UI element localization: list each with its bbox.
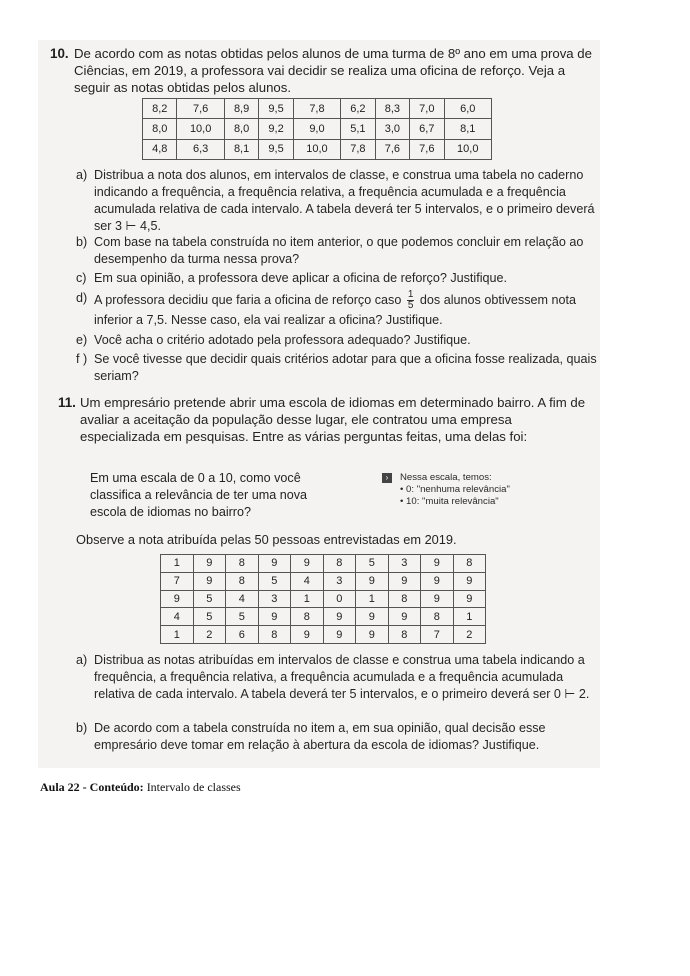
q10-table-row bbox=[143, 119, 492, 139]
q10-item-f-label: f ) bbox=[76, 352, 88, 366]
q10-item-b bbox=[76, 234, 600, 268]
q10-table-cell: 6,7 bbox=[410, 119, 444, 139]
q11-table-cell: 9 bbox=[356, 626, 389, 644]
q10-table-cell: 8,1 bbox=[444, 119, 491, 139]
q10-item-a bbox=[76, 167, 600, 235]
q11-item-b bbox=[76, 720, 600, 768]
q10-item-d-label: d) bbox=[76, 291, 88, 305]
fraction-numerator: 1 bbox=[407, 289, 414, 300]
q10-table-cell: 8,2 bbox=[143, 99, 177, 119]
q10-table-cell: 9,2 bbox=[259, 119, 293, 139]
q10-item-f bbox=[76, 351, 600, 385]
q10-number: 10. bbox=[50, 46, 69, 61]
q11-table-cell: 9 bbox=[453, 572, 486, 590]
q11-table-row bbox=[161, 608, 486, 626]
q11-table-cell: 2 bbox=[193, 626, 226, 644]
q11-observe-text: Observe a nota atribuída pelas 50 pessoas entrevistadas em 2019. bbox=[76, 532, 457, 547]
q11-table-cell: 8 bbox=[453, 555, 486, 573]
fraction-denominator: 5 bbox=[407, 300, 414, 311]
q11-intro: Um empresário pretende abrir uma escola de idiomas em determinado bairro. A fim de avaliar a aceitação da população desse lugar, ele contratou uma empresa especializada em pesquisas. Entre as várias perguntas feitas, uma delas foi: bbox=[80, 395, 586, 445]
q11-table-cell: 1 bbox=[356, 590, 389, 608]
q11-table-row bbox=[161, 555, 486, 573]
q11-table-cell: 4 bbox=[161, 608, 194, 626]
q11-table-cell: 1 bbox=[291, 590, 324, 608]
q11-table-cell: 8 bbox=[388, 626, 421, 644]
q11-table-cell: 9 bbox=[421, 590, 454, 608]
q10-item-e-text: Você acha o critério adotado pela professora adequado? Justifique. bbox=[94, 333, 471, 347]
q10-table-cell: 7,8 bbox=[293, 99, 340, 119]
q10-item-e-label: e) bbox=[76, 333, 88, 347]
q10-table-cell: 7,0 bbox=[410, 99, 444, 119]
q11-table-cell: 0 bbox=[323, 590, 356, 608]
q11-item-a-text: Distribua as notas atribuídas em intervalos de classe e construa uma tabela indicando a frequência, a frequência relativa, a frequência acumulada e a frequência acumulada relativa de cada intervalo. A tabela deverá ter 5 intervalos, e o primeiro deverá ser 0 ⊢ 2. bbox=[94, 653, 590, 701]
q11-table-cell: 9 bbox=[161, 590, 194, 608]
q10-table-cell: 10,0 bbox=[293, 139, 340, 159]
q10-table-cell: 7,6 bbox=[375, 139, 409, 159]
q11-table-cell: 5 bbox=[356, 555, 389, 573]
q11-table-cell: 5 bbox=[193, 608, 226, 626]
q11-table-cell: 9 bbox=[453, 590, 486, 608]
q11-table-cell: 6 bbox=[226, 626, 259, 644]
q10-table-cell: 4,8 bbox=[143, 139, 177, 159]
q10-item-a-text: Distribua a nota dos alunos, em intervalos de classe, e construa uma tabela no caderno indicando a frequência, a frequência relativa, a frequência acumulada e a frequência acumulada relativa de cada intervalo. A tabela deverá ter 5 intervalos, e o primeiro deverá ser 3 ⊢ 4,5. bbox=[94, 168, 595, 233]
q11-table-cell: 9 bbox=[193, 572, 226, 590]
q10-table-cell: 6,3 bbox=[177, 139, 224, 159]
q11-table-cell: 7 bbox=[161, 572, 194, 590]
q11-table-row bbox=[161, 626, 486, 644]
q10-item-b-label: b) bbox=[76, 235, 88, 249]
q11-ratings-table bbox=[160, 554, 486, 644]
q10-table-cell: 6,0 bbox=[444, 99, 491, 119]
q11-table-cell: 5 bbox=[258, 572, 291, 590]
q10-item-d-text-after: dos alunos obtivessem nota inferior a 7,5. Nesse caso, ela vai realizar a oficina? Justifique. bbox=[94, 292, 577, 327]
q11-table-cell: 1 bbox=[453, 608, 486, 626]
q11-table-cell: 9 bbox=[421, 572, 454, 590]
q10-item-a-label: a) bbox=[76, 168, 88, 182]
q11-table-row bbox=[161, 590, 486, 608]
q10-table-cell: 8,0 bbox=[224, 119, 258, 139]
q11-table-cell: 9 bbox=[258, 608, 291, 626]
q11-table-cell: 4 bbox=[226, 590, 259, 608]
q11-number: 11. bbox=[58, 395, 76, 410]
q10-item-f-text: Se você tivesse que decidir quais critérios adotar para que a oficina fosse realizada, quais seriam? bbox=[94, 352, 597, 383]
q11-table-cell: 9 bbox=[258, 555, 291, 573]
q11-table-cell: 4 bbox=[291, 572, 324, 590]
q10-table-cell: 9,5 bbox=[259, 99, 293, 119]
q11-table-cell: 9 bbox=[388, 572, 421, 590]
q11-table-cell: 9 bbox=[388, 608, 421, 626]
q10-table-cell: 8,9 bbox=[224, 99, 258, 119]
callout-line-2: • 10: "muita relevância" bbox=[400, 496, 499, 507]
q10-table-cell: 8,0 bbox=[143, 119, 177, 139]
q10-table-cell: 6,2 bbox=[341, 99, 375, 119]
q11-table-cell: 7 bbox=[421, 626, 454, 644]
q11-table-cell: 8 bbox=[388, 590, 421, 608]
q10-table-cell: 7,6 bbox=[177, 99, 224, 119]
q10-table-cell: 8,3 bbox=[375, 99, 409, 119]
q11-question-box: Em uma escala de 0 a 10, como você classifica a relevância de ter uma nova escola de idiomas no bairro? bbox=[90, 471, 308, 520]
q11-table-cell: 8 bbox=[258, 626, 291, 644]
q11-table-cell: 1 bbox=[161, 555, 194, 573]
footer-lesson: Aula 22 - Conteúdo: bbox=[40, 780, 144, 794]
q10-item-d-text-before: A professora decidiu que faria a oficina de reforço caso bbox=[94, 292, 402, 307]
q11-item-b-text: De acordo com a tabela construída no item a, em sua opinião, qual decisão esse empresário deve tomar em relação à abertura da escola de idiomas? Justifique. bbox=[94, 721, 546, 752]
q10-table-cell: 7,6 bbox=[410, 139, 444, 159]
callout-title: Nessa escala, temos: bbox=[400, 472, 492, 483]
scanned-page bbox=[38, 40, 600, 768]
q10-table-cell: 9,0 bbox=[293, 119, 340, 139]
q10-item-d bbox=[76, 290, 600, 330]
q10-table-cell: 7,8 bbox=[341, 139, 375, 159]
q11-table-cell: 5 bbox=[226, 608, 259, 626]
q11-item-b-label: b) bbox=[76, 721, 88, 735]
q11-item-a-label: a) bbox=[76, 653, 88, 667]
q11-table-cell: 9 bbox=[323, 626, 356, 644]
q11-table-cell: 9 bbox=[356, 608, 389, 626]
q11-table-cell: 8 bbox=[323, 555, 356, 573]
arrow-right-icon: › bbox=[382, 473, 392, 483]
q10-grades-table bbox=[142, 98, 492, 160]
callout-line-1: • 0: "nenhuma relevância" bbox=[400, 484, 510, 495]
q11-table-cell: 8 bbox=[421, 608, 454, 626]
q11-table-cell: 8 bbox=[291, 608, 324, 626]
q11-table-cell: 9 bbox=[421, 555, 454, 573]
q11-table-cell: 9 bbox=[291, 626, 324, 644]
q10-table-cell: 10,0 bbox=[177, 119, 224, 139]
footer-caption bbox=[40, 780, 241, 795]
q10-item-e bbox=[76, 332, 600, 349]
q11-item-a bbox=[76, 652, 600, 720]
q10-table-cell: 3,0 bbox=[375, 119, 409, 139]
q11-table-cell: 9 bbox=[291, 555, 324, 573]
q11-table-cell: 8 bbox=[226, 555, 259, 573]
q11-table-cell: 5 bbox=[193, 590, 226, 608]
q11-table-cell: 2 bbox=[453, 626, 486, 644]
q10-table-cell: 8,1 bbox=[224, 139, 258, 159]
q11-table-cell: 9 bbox=[323, 608, 356, 626]
q10-intro: De acordo com as notas obtidas pelos alunos de uma turma de 8º ano em uma prova de Ciências, em 2019, a professora vai decidir se realiza uma oficina de reforço. Veja a seguir as notas obtidas pelos alunos. bbox=[74, 46, 592, 96]
q10-item-c-text: Em sua opinião, a professora deve aplicar a oficina de reforço? Justifique. bbox=[94, 271, 508, 285]
q10-table-cell: 10,0 bbox=[444, 139, 491, 159]
q10-table-row bbox=[143, 139, 492, 159]
q10-table-cell: 9,5 bbox=[259, 139, 293, 159]
q11-table-cell: 9 bbox=[193, 555, 226, 573]
q11-table-row bbox=[161, 572, 486, 590]
q10-item-b-text: Com base na tabela construída no item anterior, o que podemos concluir em relação ao desempenho da turma nessa prova? bbox=[94, 235, 584, 266]
q11-table-cell: 3 bbox=[258, 590, 291, 608]
q11-table-cell: 3 bbox=[323, 572, 356, 590]
q11-table-cell: 8 bbox=[226, 572, 259, 590]
q10-item-c bbox=[76, 270, 600, 287]
q10-table-row bbox=[143, 99, 492, 119]
fraction-one-fifth bbox=[407, 290, 415, 311]
q11-table-cell: 9 bbox=[356, 572, 389, 590]
q11-table-cell: 1 bbox=[161, 626, 194, 644]
q10-table-cell: 5,1 bbox=[341, 119, 375, 139]
q10-item-c-label: c) bbox=[76, 271, 87, 285]
q11-table-cell: 3 bbox=[388, 555, 421, 573]
q11-scale-callout bbox=[382, 472, 562, 512]
footer-topic: Intervalo de classes bbox=[146, 780, 241, 794]
